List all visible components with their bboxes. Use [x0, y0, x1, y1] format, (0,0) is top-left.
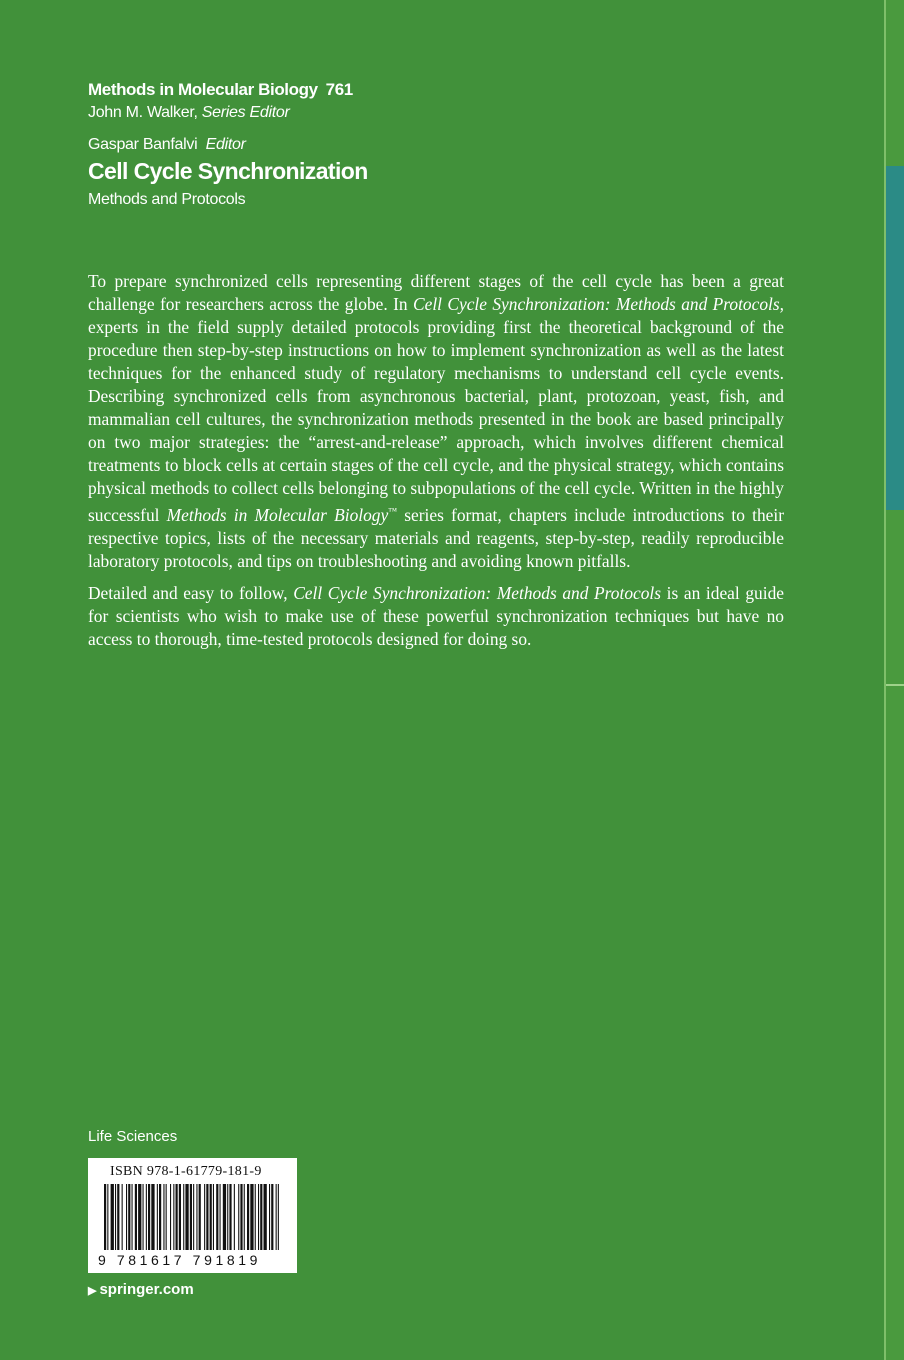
barcode-bar: [220, 1184, 221, 1250]
barcode-bar: [122, 1184, 123, 1250]
barcode-bar: [269, 1184, 270, 1250]
blurb-italic-title: Cell Cycle Synchronization: Methods and Protocols: [293, 582, 662, 603]
barcode-icon: [102, 1184, 284, 1252]
barcode-bar: [264, 1184, 267, 1250]
barcode-bar: [234, 1184, 235, 1250]
book-editor: [88, 136, 788, 154]
series-line: [88, 80, 788, 100]
subject-category: Life Sciences: [88, 1128, 178, 1145]
barcode-bar: [117, 1184, 119, 1250]
barcode-bar: [229, 1184, 231, 1250]
barcode-bar: [176, 1184, 178, 1250]
barcode-bar: [193, 1184, 194, 1250]
blurb: [88, 270, 784, 660]
barcode-bar: [250, 1184, 253, 1250]
barcode-bar: [247, 1184, 249, 1250]
barcode-bar: [166, 1184, 167, 1250]
publisher-website: springer.com: [99, 1281, 194, 1298]
barcode-bar: [244, 1184, 245, 1250]
barcode-bar: [107, 1184, 108, 1250]
barcode-bar: [210, 1184, 212, 1250]
publisher-link[interactable]: [88, 1281, 194, 1298]
series-editor-name: John M. Walker,: [88, 104, 198, 121]
barcode-bar: [111, 1184, 114, 1250]
barcode-bar: [135, 1184, 137, 1250]
barcode-bar: [216, 1184, 218, 1250]
barcode-bar: [276, 1184, 277, 1250]
barcode-bar: [240, 1184, 242, 1250]
barcode-bar: [115, 1184, 116, 1250]
barcode-bar: [223, 1184, 226, 1250]
barcode-bar: [132, 1184, 133, 1250]
barcode-bar: [206, 1184, 208, 1250]
spine-teal-band: [886, 166, 904, 510]
barcode-bar: [260, 1184, 262, 1250]
triangle-right-icon: ▶: [88, 1285, 97, 1297]
barcode-digits: 9 781617 791819: [98, 1252, 261, 1268]
barcode-bar: [278, 1184, 279, 1250]
barcode-bar: [138, 1184, 141, 1250]
barcode-bar: [183, 1184, 184, 1250]
spine-divider: [886, 684, 904, 686]
blurb-text: is an ideal guide for scientists who wish to make use of these powerful synchronization techniques but have no access to thorough, time-tested protocols designed for doing so.: [88, 582, 784, 649]
series-editor: [88, 104, 788, 122]
barcode-bar: [163, 1184, 164, 1250]
book-title: Cell Cycle Synchronization: [88, 158, 368, 184]
series-number: 761: [325, 80, 353, 99]
isbn-barcode: [88, 1158, 297, 1273]
blurb-paragraph-2: [88, 582, 784, 651]
barcode-bar: [157, 1184, 158, 1250]
blurb-paragraph-1: [88, 270, 784, 573]
barcode-bar: [255, 1184, 256, 1250]
blurb-text: experts in the field supply detailed protocols providing first the theoretical background of the procedure then step-by-step instructions on how to implement synchronization as well as the latest techniques for the enhanced study of regulatory mechanisms to understand cell cycle events. Describing synchronized cells from asynchronous bacterial, plant, protozoan, yeast, fish, and mammalian cell cultures, the synchronization methods presented in the book are based principally on two major strategies: the “arrest-and-release” approach, which involves different chemical treatments to block cells at certain stages of the cell cycle, and the physical strategy, which contains physical methods to collect cells belonging to subpopulations of the cell cycle. Written in the highly successful: [88, 317, 784, 525]
barcode-bar: [238, 1184, 239, 1250]
isbn-label: ISBN 978-1-61779-181-9: [110, 1164, 262, 1179]
barcode-bar: [227, 1184, 228, 1250]
barcode-bar: [143, 1184, 144, 1250]
barcode-bar: [185, 1184, 188, 1250]
barcode-bar: [204, 1184, 205, 1250]
barcode-bar: [199, 1184, 201, 1250]
book-editor-name: Gaspar Banfalvi: [88, 136, 198, 153]
cover-header: [88, 80, 788, 209]
barcode-bar: [104, 1184, 106, 1250]
blurb-text: Detailed and easy to follow,: [88, 582, 294, 603]
barcode-bar: [151, 1184, 154, 1250]
barcode-bar: [128, 1184, 130, 1250]
series-name: Methods in Molecular Biology: [88, 80, 318, 99]
book-editor-role: Editor: [205, 136, 246, 153]
blurb-text: To prepare synchronized cells representing different stages of the cell cycle has been a great challenge for researchers across the globe. In: [88, 271, 784, 314]
barcode-bar: [190, 1184, 192, 1250]
barcode-bar: [271, 1184, 273, 1250]
barcode-bar: [173, 1184, 174, 1250]
barcode-bar: [148, 1184, 150, 1250]
trademark-symbol: ™: [388, 506, 398, 516]
barcode-bar: [146, 1184, 147, 1250]
barcode-bar: [196, 1184, 197, 1250]
blurb-italic-series: Methods in Molecular Biology: [166, 504, 389, 525]
book-subtitle: Methods and Protocols: [88, 191, 246, 208]
barcode-bar: [179, 1184, 181, 1250]
blurb-italic-title: Cell Cycle Synchronization: Methods and Protocols,: [413, 294, 784, 314]
barcode-bar: [170, 1184, 171, 1250]
blurb-text: series format, chapters include introductions to their respective topics, lists of the necessary materials and reagents, step-by-step, readily reproducible laboratory protocols, and tips on troubleshooting and avoiding known pitfalls.: [88, 504, 785, 571]
barcode-bar: [126, 1184, 127, 1250]
barcode-bar: [159, 1184, 161, 1250]
series-editor-role: Series Editor: [201, 104, 290, 121]
barcode-bar: [258, 1184, 259, 1250]
barcode-bar: [213, 1184, 214, 1250]
